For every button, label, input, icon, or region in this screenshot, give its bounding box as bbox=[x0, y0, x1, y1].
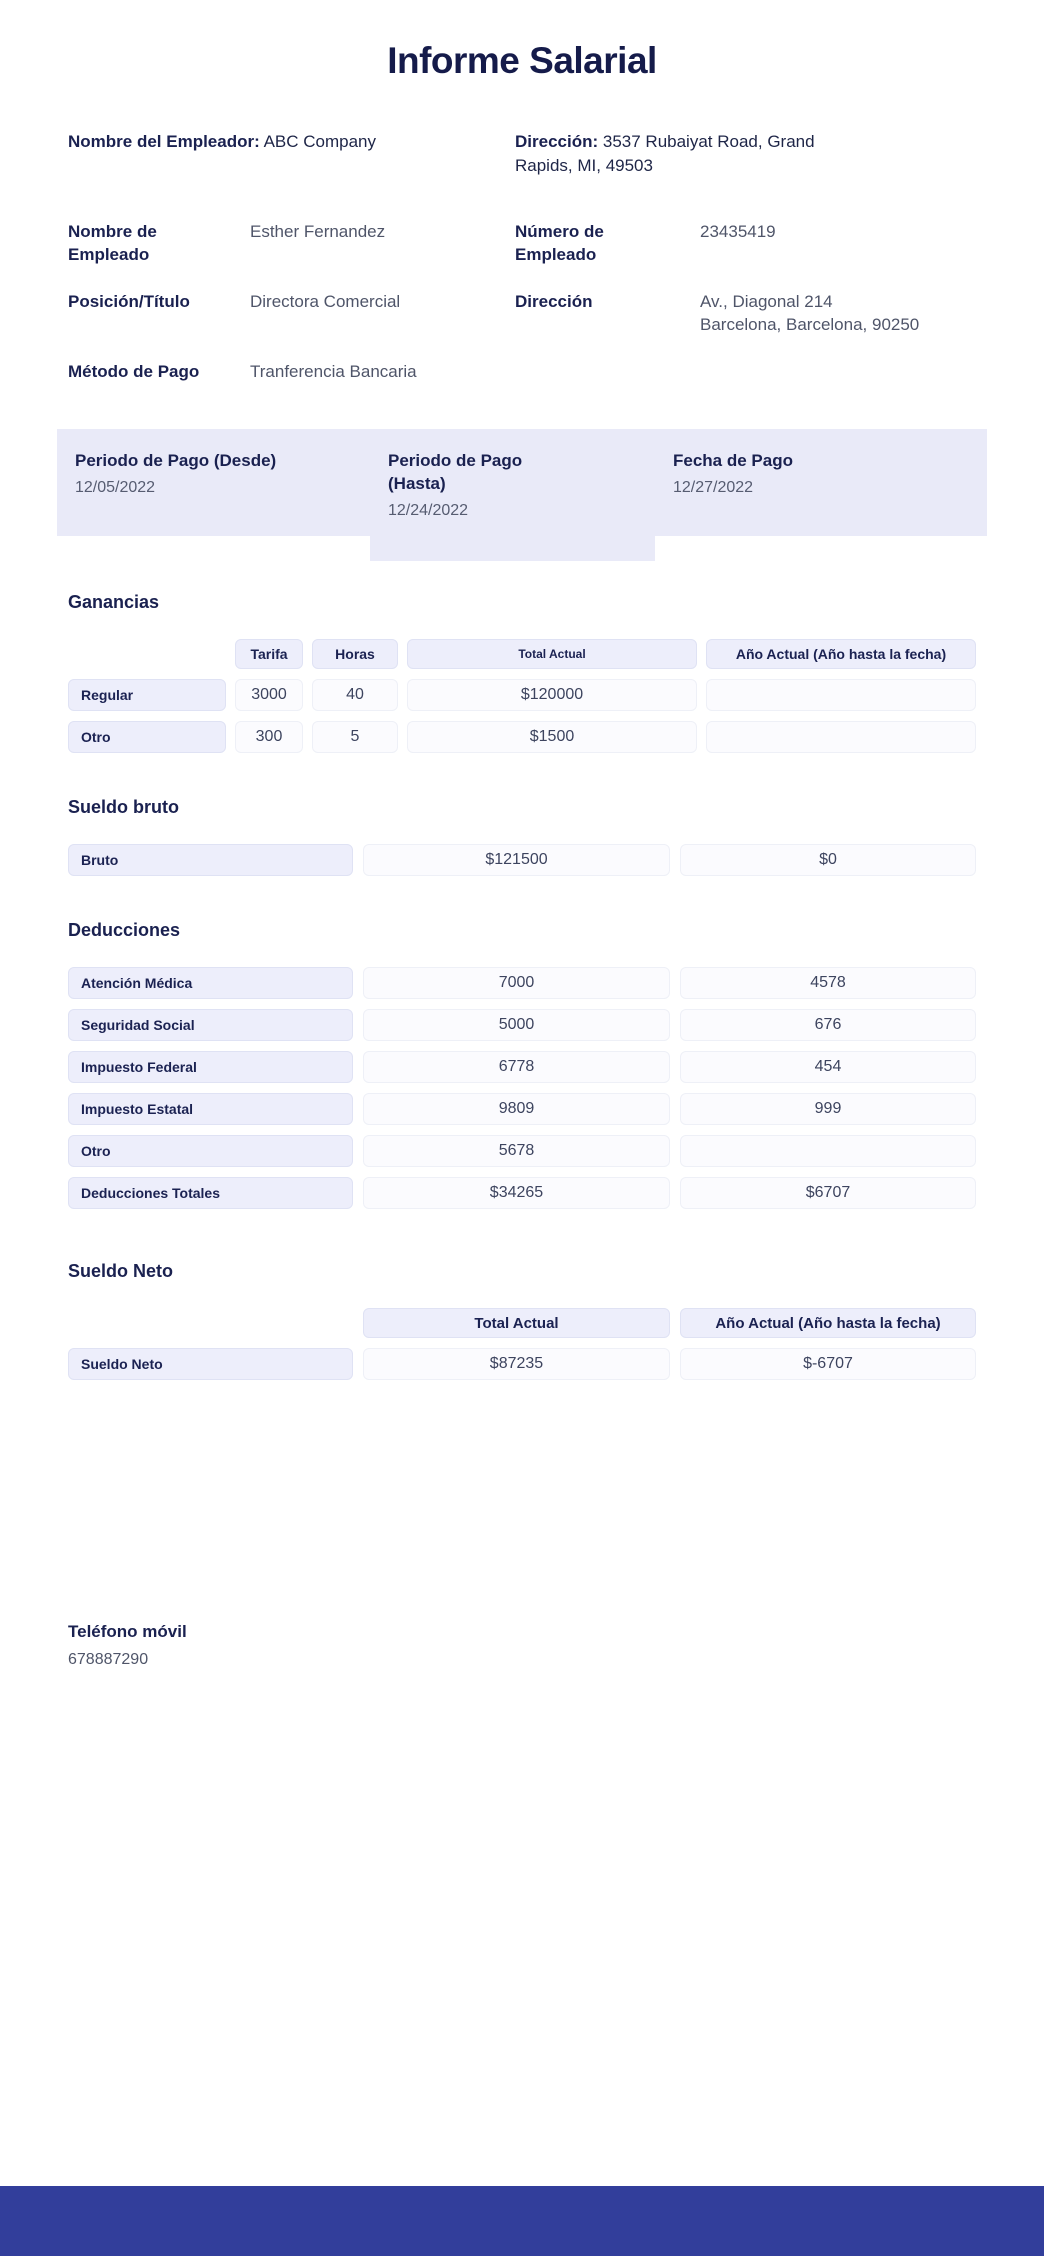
earnings-current-total-value: $120000 bbox=[407, 679, 697, 711]
employee-info-grid bbox=[68, 220, 976, 383]
employer-address-value: 3537 Rubaiyat Road, Grand Rapids, MI, 49503 bbox=[515, 132, 815, 175]
employee-address-value bbox=[700, 290, 976, 336]
earnings-rate-value: 300 bbox=[235, 721, 303, 753]
phone-value: 678887290 bbox=[68, 1651, 149, 1668]
deduction-current-value: $34265 bbox=[363, 1177, 670, 1209]
earnings-ytd-value bbox=[706, 679, 976, 711]
net-header-ytd: Año Actual (Año hasta la fecha) bbox=[680, 1308, 976, 1338]
employee-number-value: 23435419 bbox=[700, 222, 776, 241]
deduction-ytd-value: 999 bbox=[680, 1093, 976, 1125]
phone-label: Teléfono móvil bbox=[68, 1622, 187, 1641]
earnings-table bbox=[68, 639, 976, 753]
deduction-ytd-value: 676 bbox=[680, 1009, 976, 1041]
earnings-header-ytd: Año Actual (Año hasta la fecha) bbox=[706, 639, 976, 669]
deduction-row-label: Impuesto Estatal bbox=[68, 1093, 353, 1125]
employer-row bbox=[68, 130, 976, 178]
employee-address-line1: Av., Diagonal 214 bbox=[700, 292, 833, 311]
pay-date bbox=[655, 449, 987, 520]
pay-period-from-value: 12/05/2022 bbox=[75, 479, 156, 496]
employee-address-line2: Barcelona, Barcelona, 90250 bbox=[700, 315, 920, 334]
employer-address-label: Dirección: bbox=[515, 132, 599, 151]
net-current-total-value: $87235 bbox=[363, 1348, 670, 1380]
pay-date-value: 12/27/2022 bbox=[673, 479, 754, 496]
net-header-current-total: Total Actual bbox=[363, 1308, 670, 1338]
deduction-row-label: Impuesto Federal bbox=[68, 1051, 353, 1083]
deduction-ytd-value: 4578 bbox=[680, 967, 976, 999]
earnings-header-current-total: Total Actual bbox=[407, 639, 697, 669]
footer-bar bbox=[0, 2186, 1044, 2256]
employer-name-field bbox=[68, 130, 515, 178]
net-table bbox=[68, 1308, 976, 1380]
deduction-current-value: 5000 bbox=[363, 1009, 670, 1041]
pay-period-band bbox=[57, 429, 987, 536]
deduction-row-label: Deducciones Totales bbox=[68, 1177, 353, 1209]
gross-table bbox=[68, 844, 976, 876]
gross-ytd-value: $0 bbox=[680, 844, 976, 876]
deduction-current-value: 7000 bbox=[363, 967, 670, 999]
earnings-header-hours: Horas bbox=[312, 639, 398, 669]
pay-period-to-label: Periodo de Pago (Hasta) bbox=[388, 451, 523, 493]
earnings-row-label: Otro bbox=[68, 721, 226, 753]
deduction-ytd-value: $6707 bbox=[680, 1177, 976, 1209]
earnings-rate-value: 3000 bbox=[235, 679, 303, 711]
employee-name-label: Nombre de Empleado bbox=[68, 222, 157, 264]
deduction-row-label: Otro bbox=[68, 1135, 353, 1167]
net-heading: Sueldo Neto bbox=[68, 1261, 174, 1281]
earnings-heading: Ganancias bbox=[68, 592, 160, 612]
pay-date-label: Fecha de Pago bbox=[673, 451, 793, 470]
salary-report-page bbox=[0, 40, 1044, 1669]
deduction-row-label: Seguridad Social bbox=[68, 1009, 353, 1041]
deduction-ytd-value: 454 bbox=[680, 1051, 976, 1083]
deduction-current-value: 9809 bbox=[363, 1093, 670, 1125]
employee-number-label: Número de Empleado bbox=[515, 222, 604, 264]
gross-heading: Sueldo bruto bbox=[68, 797, 179, 817]
deductions-heading: Deducciones bbox=[68, 920, 181, 940]
net-row-label: Sueldo Neto bbox=[68, 1348, 353, 1380]
pay-period-from bbox=[57, 449, 370, 520]
contact-section bbox=[68, 1622, 976, 1669]
deduction-current-value: 5678 bbox=[363, 1135, 670, 1167]
position-value: Directora Comercial bbox=[250, 292, 401, 311]
employer-address-field bbox=[515, 130, 867, 178]
gross-current-total-value: $121500 bbox=[363, 844, 670, 876]
employer-name-value: ABC Company bbox=[263, 132, 376, 151]
deduction-current-value: 6778 bbox=[363, 1051, 670, 1083]
deduction-ytd-value bbox=[680, 1135, 976, 1167]
pay-period-to-value: 12/24/2022 bbox=[388, 502, 469, 519]
earnings-hours-value: 5 bbox=[312, 721, 398, 753]
pay-period-to bbox=[370, 449, 655, 561]
deduction-row-label: Atención Médica bbox=[68, 967, 353, 999]
net-ytd-value: $-6707 bbox=[680, 1348, 976, 1380]
earnings-hours-value: 40 bbox=[312, 679, 398, 711]
payment-method-value: Tranferencia Bancaria bbox=[250, 362, 417, 381]
earnings-current-total-value: $1500 bbox=[407, 721, 697, 753]
gross-row-label: Bruto bbox=[68, 844, 353, 876]
employer-name-label: Nombre del Empleador: bbox=[68, 132, 260, 151]
pay-period-from-label: Periodo de Pago (Desde) bbox=[75, 451, 277, 470]
employee-name-value: Esther Fernandez bbox=[250, 222, 386, 241]
earnings-row-label: Regular bbox=[68, 679, 226, 711]
position-label: Posición/Título bbox=[68, 292, 190, 311]
deductions-table bbox=[68, 967, 976, 1209]
payment-method-label: Método de Pago bbox=[68, 362, 200, 381]
employee-address-label: Dirección bbox=[515, 292, 593, 311]
page-title: Informe Salarial bbox=[387, 40, 657, 81]
earnings-ytd-value bbox=[706, 721, 976, 753]
earnings-header-rate: Tarifa bbox=[235, 639, 303, 669]
